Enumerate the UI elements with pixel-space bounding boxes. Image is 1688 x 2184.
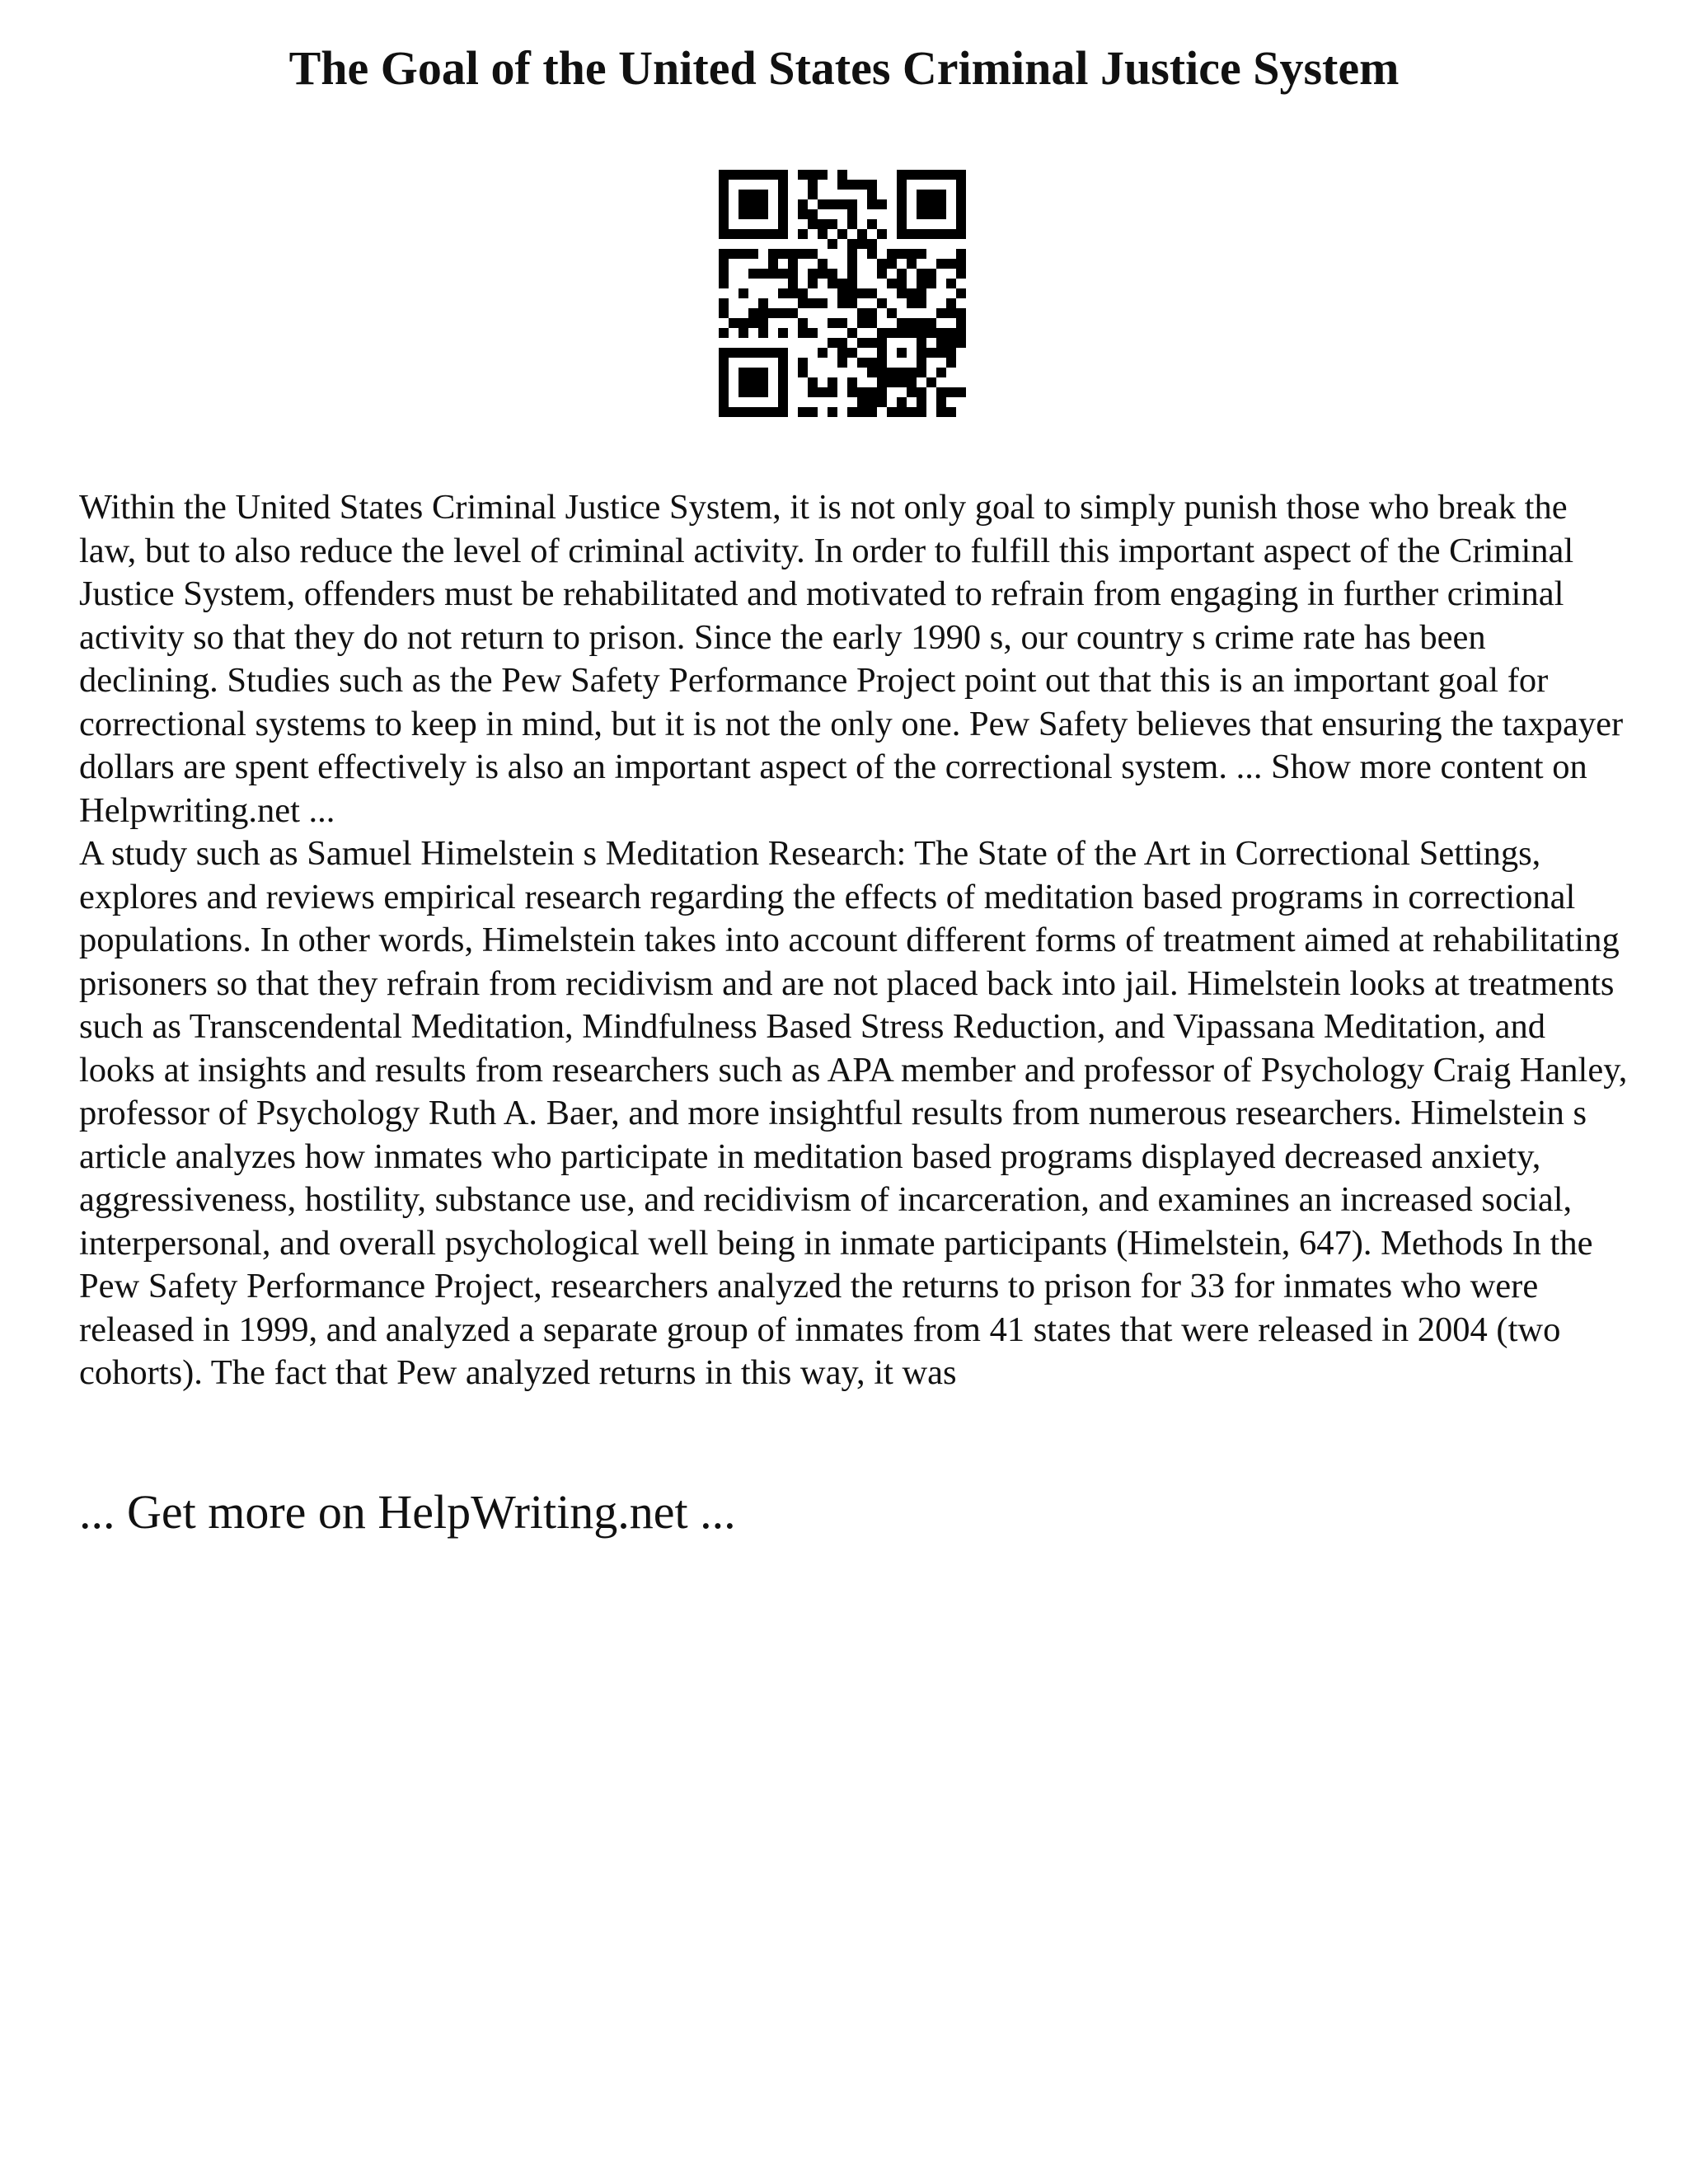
article-body — [79, 486, 1629, 1395]
qr-code-icon — [719, 170, 966, 417]
paragraph-1: Within the United States Criminal Justice System, it is not only goal to simply punish those who break the law, but to also reduce the level of criminal activity. In order to fulfill this important aspect of the Criminal Justice System, offenders must be rehabilitated and motivated to refrain from engaging in further criminal activity so that they do not return to prison. Since the early 1990 s, our country s crime rate has been declining. Studies such as the Pew Safety Performance Project point out that this is an important goal for correctional systems to keep in mind, but it is not the only one. Pew Safety believes that ensuring the taxpayer dollars are spent effectively is also an important aspect of the correctional system. ... Show more content on Helpwriting.net ... — [79, 488, 1624, 830]
page-title: The Goal of the United States Criminal Justice System — [288, 41, 1400, 95]
get-more-link[interactable]: ... Get more on HelpWriting.net ... — [79, 1485, 736, 1539]
paragraph-2: A study such as Samuel Himelstein s Meditation Research: The State of the Art in Correctional Settings, explores and reviews empirical research regarding the effects of meditation based programs in correctional populations. In other words, Himelstein takes into account different forms of treatment aimed at rehabilitating prisoners so that they refrain from recidivism and are not placed back into jail. Himelstein looks at treatments such as Transcendental Meditation, Mindfulness Based Stress Reduction, and Vipassana Meditation, and looks at insights and results from researchers such as APA member and professor of Psychology Craig Hanley, professor of Psychology Ruth A. Baer, and more insightful results from numerous researchers. Himelstein s article analyzes how inmates who participate in meditation based programs displayed decreased anxiety, aggressiveness, hostility, substance use, and recidivism of incarceration, and examines an increased social, interpersonal, and overall psychological well being in inmate participants (Himelstein, 647). Methods In the Pew Safety Performance Project, researchers analyzed the returns to prison for 33 for inmates who were released in 1999, and analyzed a separate group of inmates from 41 states that were released in 2004 (two cohorts). The fact that Pew analyzed returns in this way, it was — [79, 834, 1628, 1392]
